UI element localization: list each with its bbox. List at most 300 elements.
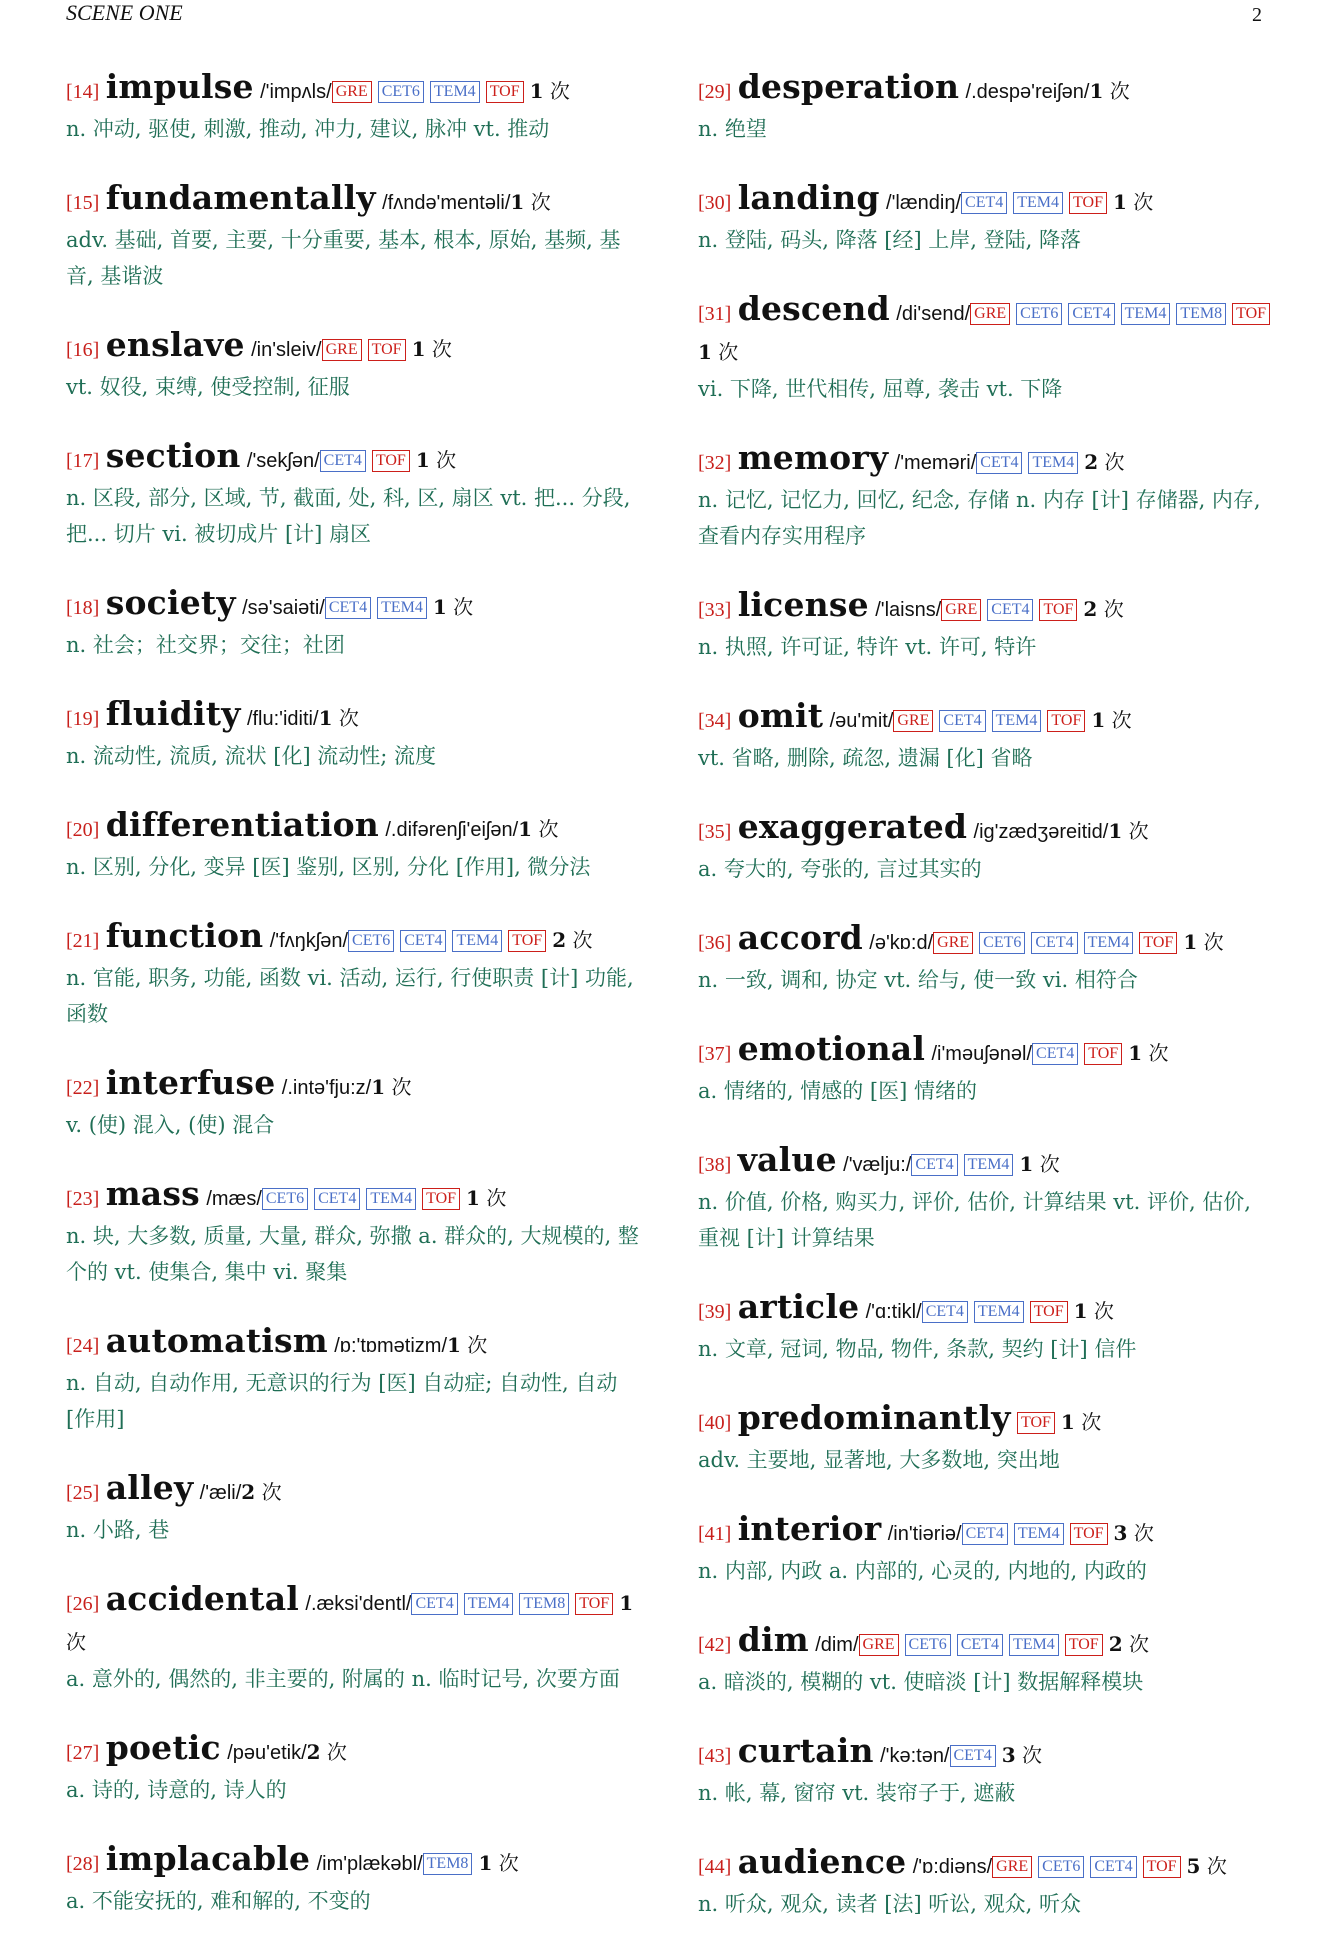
entry-definition: n. 冲动, 驱使, 刺激, 推动, 冲力, 建议, 脉冲 vt. 推动 [66, 117, 550, 141]
exam-tag-badge: TOF [1143, 1856, 1181, 1878]
vocab-entry [698, 1510, 1278, 1589]
exam-tag-badge: CET4 [939, 710, 985, 732]
count-unit: 次 [453, 595, 474, 619]
entry-word: article [737, 1287, 860, 1326]
vocab-entry [698, 439, 1278, 554]
exam-tag-badge: TOF [1070, 1523, 1108, 1545]
entry-phonetic: /di'send/ [896, 303, 971, 325]
count-number: 2 [241, 1480, 256, 1504]
entry-word: society [105, 583, 236, 622]
entry-definition: vt. 省略, 删除, 疏忽, 遗漏 [化] 省略 [698, 746, 1033, 770]
entry-word: interfuse [105, 1063, 276, 1102]
count-number: 1 [698, 340, 712, 364]
exam-tag-badge: TEM4 [964, 1154, 1014, 1176]
entry-phonetic: /'vælju:/ [843, 1154, 912, 1176]
frequency-count [1114, 1521, 1154, 1545]
entry-headline [698, 1141, 1278, 1184]
entry-phonetic: /'lændiŋ/ [886, 192, 962, 214]
frequency-count [478, 1851, 518, 1875]
entry-phonetic: /mæs/ [206, 1188, 262, 1210]
entry-definition: n. 价值, 价格, 购买力, 评价, 估价, 计算结果 vt. 评价, 估价, 重视 [计] 计算结果 [698, 1190, 1251, 1250]
count-unit: 次 [391, 1075, 412, 1099]
exam-tag-badge: TEM4 [377, 597, 427, 619]
entry-headline [66, 695, 646, 738]
entry-word: curtain [737, 1731, 874, 1770]
exam-tag-badge: TEM4 [1013, 192, 1063, 214]
entry-word: accord [737, 918, 863, 957]
entry-index: [17] [66, 450, 100, 472]
entry-definition: a. 夸大的, 夸张的, 言过其实的 [698, 857, 982, 881]
frequency-count [1091, 708, 1131, 732]
exam-tag-badge: TOF [575, 1593, 613, 1615]
entry-index: [29] [698, 81, 732, 103]
exam-tag-badge: TEM4 [430, 81, 480, 103]
vocab-entry [698, 1288, 1278, 1367]
entry-definition: adv. 基础, 首要, 主要, 十分重要, 基本, 根本, 原始, 基频, 基音, 基谐波 [66, 228, 621, 288]
entry-headline [698, 68, 1278, 111]
entry-phonetic: /'ɑ:tikl/ [865, 1301, 922, 1323]
count-number: 2 [1084, 450, 1099, 474]
exam-tag-badge: TEM4 [1121, 303, 1171, 325]
vocab-entry [66, 1729, 646, 1808]
count-unit: 次 [467, 1333, 488, 1357]
count-number: 1 [1183, 930, 1198, 954]
exam-tag-badge: CET4 [987, 599, 1033, 621]
entry-definition: n. 流动性, 流质, 流状 [化] 流动性; 流度 [66, 744, 437, 768]
exam-tag-badge: TOF [1232, 303, 1270, 325]
count-unit: 次 [1104, 450, 1125, 474]
exam-tag-badge: CET6 [1016, 303, 1062, 325]
entry-phonetic: /'sekʃən/ [246, 450, 320, 472]
exam-tag-badge: TEM8 [1176, 303, 1226, 325]
entry-index: [15] [66, 192, 100, 214]
frequency-count [1183, 930, 1223, 954]
entry-phonetic: /'impʌls/ [260, 81, 332, 103]
vocab-entry [66, 179, 646, 294]
vocab-entry [698, 1141, 1278, 1256]
count-unit: 次 [486, 1186, 507, 1210]
count-unit: 次 [1133, 190, 1154, 214]
count-number: 1 [1108, 819, 1123, 843]
exam-tag-badge: CET4 [325, 597, 371, 619]
exam-tag-badge: GRE [970, 303, 1010, 325]
entry-index: [23] [66, 1188, 100, 1210]
frequency-count [518, 817, 558, 841]
count-unit: 次 [498, 1851, 519, 1875]
entry-headline [698, 290, 1278, 371]
count-unit: 次 [66, 1630, 86, 1654]
entry-phonetic: /.difərenʃi'eiʃən/ [385, 819, 519, 841]
vocab-entry [698, 1621, 1278, 1700]
entry-headline [66, 1064, 646, 1107]
exam-tag-badge: GRE [322, 339, 362, 361]
frequency-count [510, 190, 550, 214]
vocab-entry [66, 1580, 646, 1697]
entry-phonetic: /.despə'reiʃən/ [965, 81, 1090, 103]
entry-index: [30] [698, 192, 732, 214]
entry-index: [32] [698, 452, 732, 474]
entry-headline [698, 179, 1278, 222]
entry-word: emotional [737, 1029, 926, 1068]
entry-definition: a. 不能安抚的, 难和解的, 不变的 [66, 1889, 371, 1913]
count-number: 2 [1108, 1632, 1123, 1656]
vocab-entry [66, 917, 646, 1032]
count-number: 1 [415, 448, 430, 472]
exam-tag-badge: CET4 [320, 450, 366, 472]
entry-word: desperation [737, 67, 960, 106]
entry-word: alley [105, 1468, 194, 1507]
vocab-entry [66, 68, 646, 147]
entry-index: [42] [698, 1634, 732, 1656]
count-unit: 次 [1206, 1854, 1227, 1878]
entry-phonetic: /'fʌŋkʃən/ [269, 930, 349, 952]
frequency-count [241, 1480, 281, 1504]
left-column [66, 68, 646, 1951]
entry-headline [698, 586, 1278, 629]
count-number: 2 [1083, 597, 1098, 621]
vocab-entry [66, 695, 646, 774]
exam-tag-badge: TOF [1139, 932, 1177, 954]
entry-index: [24] [66, 1335, 100, 1357]
exam-tag-badge: CET4 [1031, 932, 1077, 954]
vocab-entry [698, 919, 1278, 998]
exam-tag-badge: TEM8 [423, 1853, 473, 1875]
entry-definition: n. 登陆, 码头, 降落 [经] 上岸, 登陆, 降落 [698, 228, 1082, 252]
exam-tag-badge: GRE [859, 1634, 899, 1656]
count-unit: 次 [1081, 1410, 1102, 1434]
entry-definition: n. 帐, 幕, 窗帘 vt. 装帘子于, 遮蔽 [698, 1781, 1016, 1805]
count-unit: 次 [718, 340, 739, 364]
exam-tag-badge: TOF [1069, 192, 1107, 214]
entry-definition: adv. 主要地, 显著地, 大多数地, 突出地 [698, 1448, 1060, 1472]
entry-word: function [105, 916, 264, 955]
vocab-entry [698, 1399, 1278, 1478]
entry-phonetic: /sə'saiəti/ [242, 597, 325, 619]
entry-word: predominantly [737, 1398, 1011, 1437]
entry-index: [31] [698, 303, 732, 325]
count-unit: 次 [1039, 1152, 1060, 1176]
count-number: 2 [552, 928, 567, 952]
frequency-count [307, 1740, 347, 1764]
count-number: 1 [318, 706, 333, 730]
exam-tag-badge: CET4 [400, 930, 446, 952]
frequency-count [1002, 1743, 1042, 1767]
entry-headline [66, 917, 646, 960]
entry-word: differentiation [105, 805, 380, 844]
entry-definition: n. 区别, 分化, 变异 [医] 鉴别, 区别, 分化 [作用], 微分法 [66, 855, 591, 879]
entry-index: [21] [66, 930, 100, 952]
entry-definition: n. 听众, 观众, 读者 [法] 听讼, 观众, 听众 [698, 1892, 1082, 1916]
entry-headline [66, 68, 646, 111]
count-number: 1 [510, 190, 525, 214]
count-number: 1 [1019, 1152, 1034, 1176]
count-number: 1 [371, 1075, 386, 1099]
entry-phonetic: /pəu'etik/ [227, 1742, 307, 1764]
count-number: 1 [1060, 1410, 1075, 1434]
count-number: 1 [1091, 708, 1106, 732]
exam-tag-badge: CET4 [1032, 1043, 1078, 1065]
entry-headline [66, 326, 646, 369]
entry-index: [39] [698, 1301, 732, 1323]
entry-headline [698, 919, 1278, 962]
vocab-entry [66, 1064, 646, 1143]
count-unit: 次 [1111, 708, 1132, 732]
entry-index: [37] [698, 1043, 732, 1065]
exam-tag-badge: TEM4 [366, 1188, 416, 1210]
entry-phonetic: /'kə:tən/ [880, 1745, 950, 1767]
exam-tag-badge: CET6 [348, 930, 394, 952]
scene-title: SCENE ONE [66, 0, 183, 25]
exam-tag-badge: CET4 [314, 1188, 360, 1210]
count-unit: 次 [549, 79, 570, 103]
exam-tag-badge: CET4 [911, 1154, 957, 1176]
entry-phonetic: /flu:'iditi/ [246, 708, 319, 730]
exam-tag-badge: TEM4 [1009, 1634, 1059, 1656]
entry-headline [698, 1288, 1278, 1331]
frequency-count [1084, 450, 1124, 474]
entry-index: [41] [698, 1523, 732, 1545]
entry-phonetic: /'laisns/ [875, 599, 942, 621]
entry-word: automatism [105, 1321, 328, 1360]
entry-headline [66, 1580, 646, 1661]
entry-definition: n. 文章, 冠词, 物品, 物件, 条款, 契约 [计] 信件 [698, 1337, 1137, 1361]
exam-tag-badge: TEM4 [464, 1593, 514, 1615]
exam-tag-badge: TEM8 [519, 1593, 569, 1615]
count-unit: 次 [1093, 1299, 1114, 1323]
entry-index: [22] [66, 1077, 100, 1099]
count-unit: 次 [1022, 1743, 1042, 1767]
right-column [698, 68, 1278, 1954]
count-number: 2 [306, 1740, 321, 1764]
entry-definition: n. 记忆, 记忆力, 回忆, 纪念, 存储 n. 内存 [计] 存储器, 内存, 查看内存实用程序 [698, 488, 1261, 548]
entry-phonetic: /'meməri/ [894, 452, 977, 474]
exam-tag-badge: TOF [508, 930, 546, 952]
page-header [66, 0, 1262, 40]
entry-headline [698, 1621, 1278, 1664]
entry-headline [66, 1840, 646, 1883]
entry-definition: n. 小路, 巷 [66, 1518, 170, 1542]
entry-index: [43] [698, 1745, 732, 1767]
entry-index: [40] [698, 1412, 732, 1434]
frequency-count [466, 1186, 506, 1210]
entry-definition: n. 内部, 内政 a. 内部的, 心灵的, 内地的, 内政的 [698, 1559, 1147, 1583]
exam-tag-badge: GRE [893, 710, 933, 732]
count-number: 1 [466, 1186, 480, 1210]
entry-phonetic: /ig'zædʒəreitid/ [973, 821, 1109, 843]
exam-tag-badge: TEM4 [1084, 932, 1134, 954]
entry-headline [66, 1322, 646, 1365]
page-number: 2 [1252, 4, 1262, 26]
entry-index: [20] [66, 819, 100, 841]
exam-tag-badge: TOF [1065, 1634, 1103, 1656]
entry-phonetic: /i'məuʃənəl/ [931, 1043, 1033, 1065]
entry-definition: a. 暗淡的, 模糊的 vt. 使暗淡 [计] 数据解释模块 [698, 1670, 1144, 1694]
entry-word: omit [737, 696, 824, 735]
frequency-count [530, 79, 570, 103]
exam-tag-badge: TOF [1047, 710, 1085, 732]
entry-headline [698, 1843, 1278, 1886]
entry-word: landing [737, 178, 880, 217]
count-unit: 次 [261, 1480, 282, 1504]
entry-index: [25] [66, 1482, 100, 1504]
entry-definition: a. 意外的, 偶然的, 非主要的, 附属的 n. 临时记号, 次要方面 [66, 1667, 620, 1691]
exam-tag-badge: TOF [422, 1188, 460, 1210]
exam-tag-badge: TOF [1039, 599, 1077, 621]
exam-tag-badge: TOF [1017, 1412, 1055, 1434]
frequency-count [1019, 1152, 1059, 1176]
vocab-entry [698, 808, 1278, 887]
entry-headline [66, 1729, 646, 1772]
frequency-count [1113, 190, 1153, 214]
entry-word: descend [737, 289, 890, 328]
entry-definition: a. 情绪的, 情感的 [医] 情绪的 [698, 1079, 977, 1103]
frequency-count [1083, 597, 1123, 621]
vocab-entry [698, 68, 1278, 147]
entry-word: section [105, 436, 241, 475]
count-unit: 次 [431, 337, 452, 361]
exam-tag-badge: CET6 [979, 932, 1025, 954]
entry-word: impulse [105, 67, 254, 106]
entry-headline [66, 1469, 646, 1512]
count-number: 1 [478, 1851, 493, 1875]
entry-phonetic: /in'sleiv/ [251, 339, 322, 361]
entry-definition: vt. 奴役, 束缚, 使受控制, 征服 [66, 375, 350, 399]
frequency-count [1074, 1299, 1114, 1323]
entry-definition: n. 社会；社交界；交往；社团 [66, 633, 345, 657]
vocab-entry [698, 290, 1278, 407]
entry-index: [16] [66, 339, 100, 361]
frequency-count [319, 706, 359, 730]
exam-tag-badge: CET6 [1038, 1856, 1084, 1878]
count-number: 1 [529, 79, 544, 103]
count-unit: 次 [530, 190, 551, 214]
vocab-entry [66, 806, 646, 885]
entry-phonetic: /fʌndə'mentəli/ [382, 192, 511, 214]
entry-headline [66, 437, 646, 480]
count-number: 1 [447, 1333, 461, 1357]
entry-phonetic: /əu'mit/ [829, 710, 894, 732]
exam-tag-badge: CET6 [905, 1634, 951, 1656]
entry-headline [698, 439, 1278, 482]
vocab-entry [66, 1175, 646, 1290]
entry-definition: n. 官能, 职务, 功能, 函数 vi. 活动, 运行, 行使职责 [计] 功能, 函数 [66, 966, 634, 1026]
vocab-entry [66, 584, 646, 663]
entry-index: [33] [698, 599, 732, 621]
entry-index: [14] [66, 81, 100, 103]
entry-headline [698, 808, 1278, 851]
entry-headline [66, 179, 646, 222]
entry-phonetic: /.æksi'dentl/ [305, 1593, 412, 1615]
vocab-entry [66, 1469, 646, 1548]
entry-word: license [737, 585, 869, 624]
frequency-count [1089, 79, 1129, 103]
entry-definition: vi. 下降, 世代相传, 屈尊, 袭击 vt. 下降 [698, 377, 1063, 401]
exam-tag-badge: CET4 [950, 1745, 996, 1767]
entry-headline [698, 1732, 1278, 1775]
entry-word: value [737, 1140, 837, 1179]
exam-tag-badge: CET4 [976, 452, 1022, 474]
exam-tag-badge: TEM4 [992, 710, 1042, 732]
exam-tag-badge: TOF [372, 450, 410, 472]
count-number: 1 [518, 817, 533, 841]
entry-index: [35] [698, 821, 732, 843]
entry-headline [698, 1510, 1278, 1553]
count-unit: 次 [1103, 597, 1124, 621]
frequency-count [447, 1333, 487, 1357]
entry-phonetic: /im'plækəbl/ [316, 1853, 423, 1875]
vocab-entry [698, 586, 1278, 665]
entry-phonetic: /ə'kɒ:d/ [869, 932, 934, 954]
frequency-count [698, 340, 738, 364]
exam-tag-badge: TOF [1030, 1301, 1068, 1323]
frequency-count [433, 595, 473, 619]
count-unit: 次 [1203, 930, 1224, 954]
entry-headline [698, 1399, 1278, 1442]
exam-tag-badge: CET4 [962, 1523, 1008, 1545]
count-number: 3 [1113, 1521, 1128, 1545]
entry-definition: a. 诗的, 诗意的, 诗人的 [66, 1778, 287, 1802]
count-number: 3 [1001, 1743, 1016, 1767]
entry-phonetic: /ɒ:'tɒmətizm/ [334, 1335, 447, 1357]
entry-word: poetic [105, 1728, 221, 1767]
entry-index: [28] [66, 1853, 100, 1875]
count-unit: 次 [338, 706, 359, 730]
exam-tag-badge: CET4 [922, 1301, 968, 1323]
entry-word: audience [737, 1842, 907, 1881]
frequency-count [552, 928, 592, 952]
count-number: 1 [619, 1591, 634, 1615]
count-unit: 次 [1148, 1041, 1169, 1065]
exam-tag-badge: TEM4 [1014, 1523, 1064, 1545]
entry-word: implacable [105, 1839, 311, 1878]
vocab-entry [66, 1322, 646, 1437]
entry-phonetic: /in'tiəriə/ [887, 1523, 962, 1545]
vocab-entry [66, 1840, 646, 1919]
exam-tag-badge: GRE [332, 81, 372, 103]
exam-tag-badge: CET4 [1090, 1856, 1136, 1878]
frequency-count [416, 448, 456, 472]
frequency-count [1108, 819, 1148, 843]
count-number: 1 [411, 337, 426, 361]
count-unit: 次 [1128, 1632, 1149, 1656]
count-unit: 次 [1128, 819, 1149, 843]
frequency-count [1128, 1041, 1168, 1065]
entry-headline [66, 1175, 646, 1218]
entry-headline [698, 697, 1278, 740]
frequency-count [412, 337, 452, 361]
count-unit: 次 [436, 448, 457, 472]
count-unit: 次 [1109, 79, 1130, 103]
count-number: 5 [1186, 1854, 1201, 1878]
count-unit: 次 [326, 1740, 347, 1764]
count-number: 1 [432, 595, 447, 619]
entry-index: [44] [698, 1856, 732, 1878]
exam-tag-badge: TEM4 [452, 930, 502, 952]
entry-word: accidental [105, 1579, 300, 1618]
entry-index: [36] [698, 932, 732, 954]
count-unit: 次 [572, 928, 593, 952]
exam-tag-badge: CET4 [1068, 303, 1114, 325]
exam-tag-badge: GRE [941, 599, 981, 621]
exam-tag-badge: GRE [992, 1856, 1032, 1878]
entry-headline [66, 806, 646, 849]
entry-definition: v. (使) 混入, (使) 混合 [66, 1113, 275, 1137]
exam-tag-badge: CET4 [957, 1634, 1003, 1656]
vocab-entry [698, 1030, 1278, 1109]
entry-index: [26] [66, 1593, 100, 1615]
entry-index: [38] [698, 1154, 732, 1176]
vocab-entry [698, 697, 1278, 776]
